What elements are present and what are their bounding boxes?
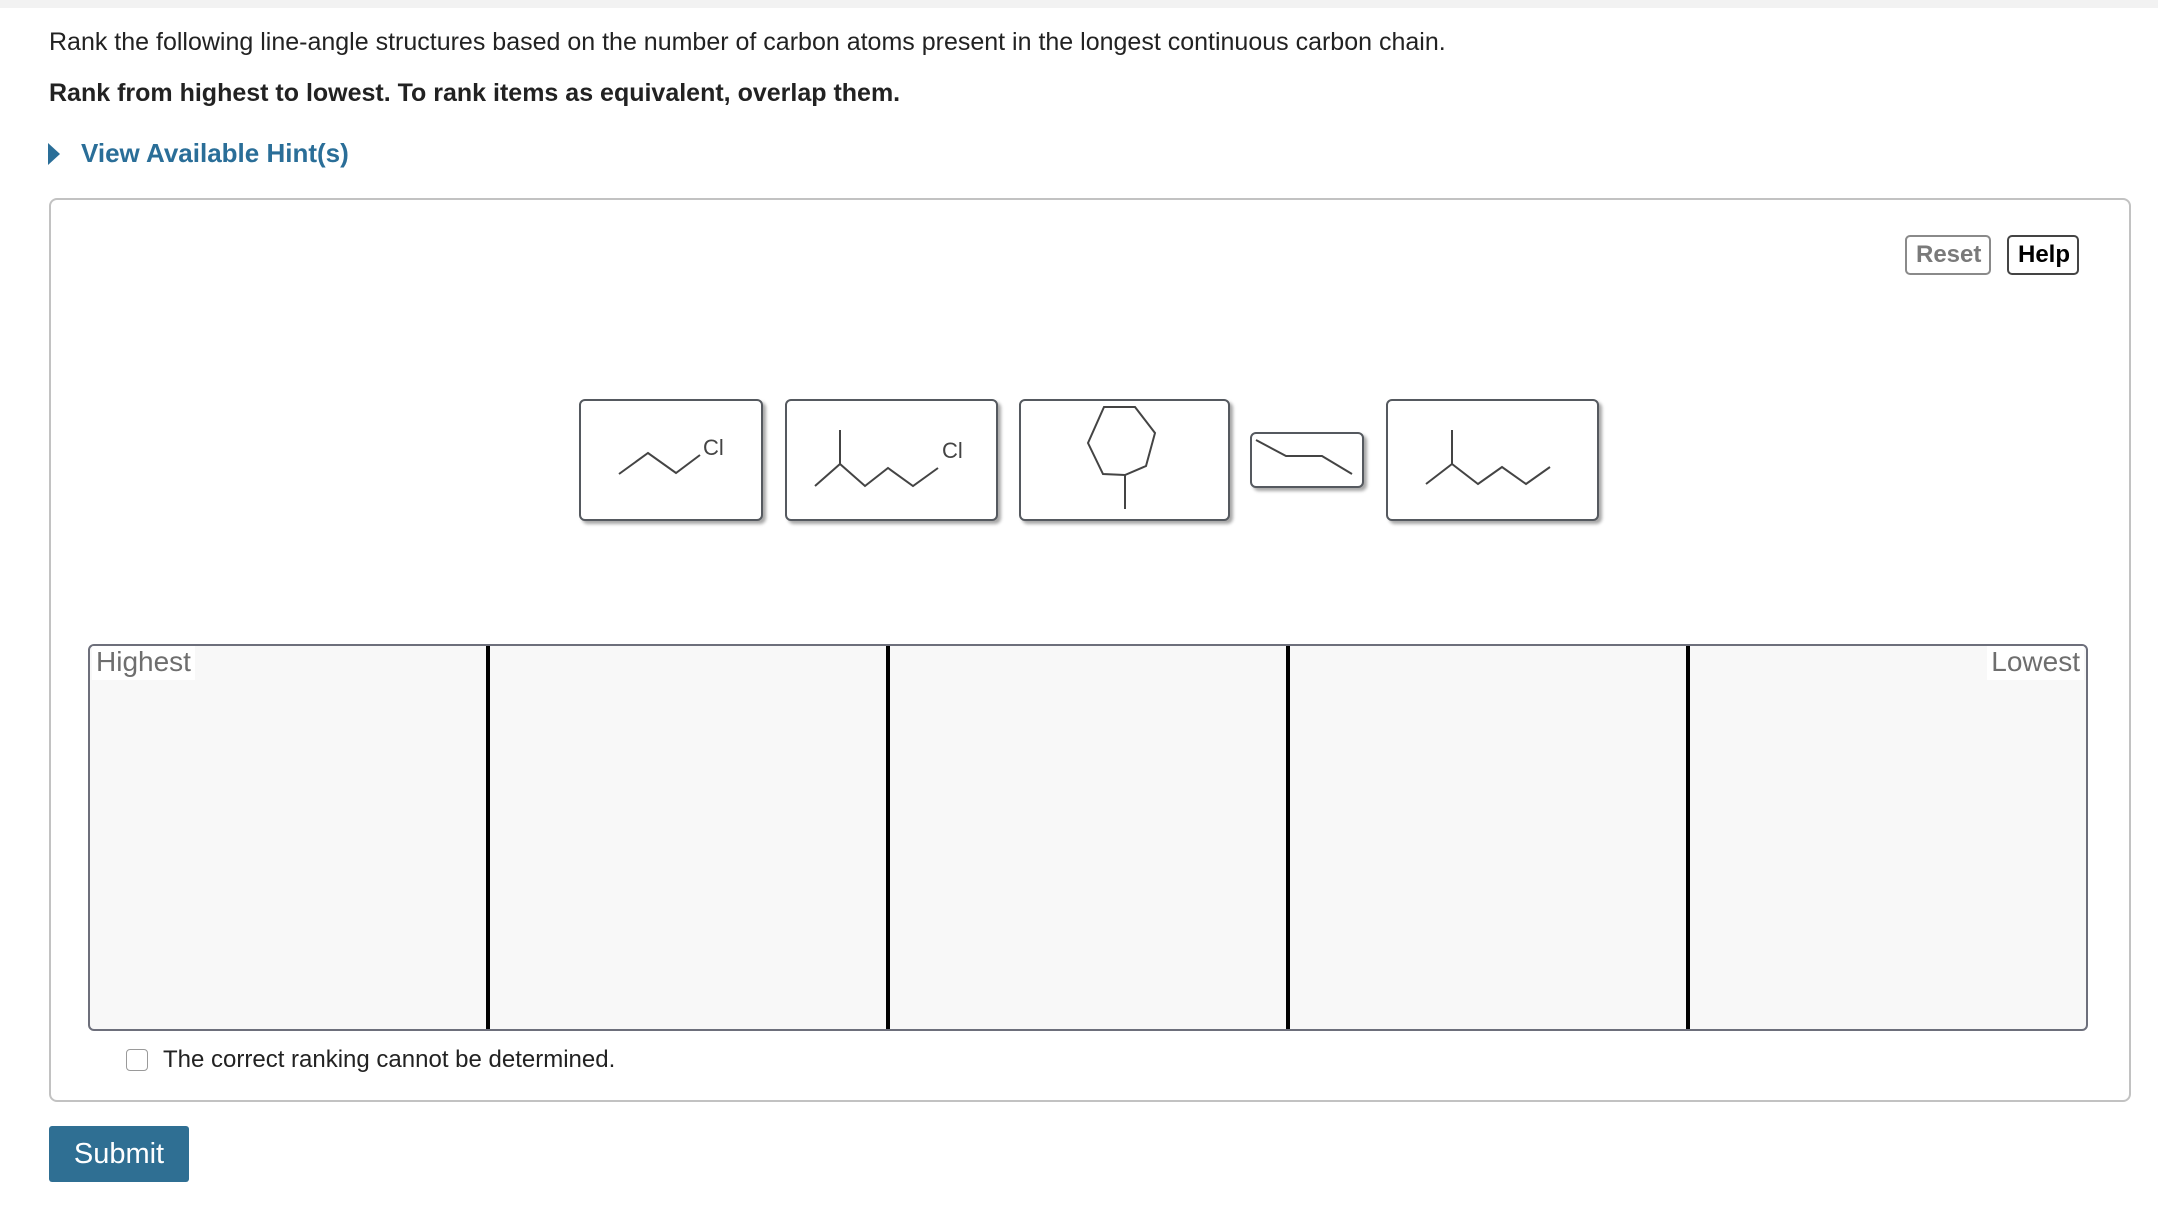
chlorobutane-structure-icon [581, 401, 761, 519]
ranking-instruction: Rank from highest to lowest. To rank items as equivalent, overlap them. [49, 79, 901, 107]
rank-slot-5[interactable] [1690, 646, 2086, 1029]
view-hints-label: View Available Hint(s) [81, 138, 349, 168]
rank-slot-1[interactable] [90, 646, 490, 1029]
item-tile-propane[interactable] [1250, 432, 1364, 488]
view-hints-toggle[interactable] [48, 138, 349, 169]
cannot-determine-checkbox[interactable] [126, 1049, 148, 1071]
lowest-label: Lowest [1987, 646, 2084, 680]
reset-button[interactable]: Reset [1905, 235, 1991, 275]
rank-slot-3[interactable] [890, 646, 1290, 1029]
cannot-determine-label: The correct ranking cannot be determined. [163, 1046, 616, 1073]
rank-slot-4[interactable] [1290, 646, 1690, 1029]
help-button[interactable]: Help [2007, 235, 2079, 275]
ranking-panel [49, 198, 2131, 1102]
item-tile-methylcycloheptane[interactable] [1019, 399, 1230, 521]
cannot-determine-option[interactable] [126, 1046, 615, 1074]
chlorine-label: Cl [703, 435, 724, 460]
propane-structure-icon [1252, 434, 1362, 486]
submit-button[interactable]: Submit [49, 1126, 189, 1182]
branched-alkane-structure-icon [1388, 401, 1597, 519]
question-prompt: Rank the following line-angle structures based on the number of carbon atoms present in the longest continuous carbon chain. [49, 28, 1446, 56]
highest-label: Highest [92, 646, 195, 680]
rank-slot-2[interactable] [490, 646, 890, 1029]
methylcycloheptane-structure-icon [1021, 401, 1228, 519]
chlorine-label: Cl [942, 438, 963, 463]
ranking-drop-area [88, 644, 2088, 1031]
caret-right-icon [48, 143, 60, 165]
top-bar [0, 0, 2158, 8]
item-tile-branched-chloroalkane[interactable] [785, 399, 998, 521]
branched-chloroalkane-structure-icon [787, 401, 996, 519]
item-tile-chlorobutane[interactable] [579, 399, 763, 521]
item-tile-branched-alkane[interactable] [1386, 399, 1599, 521]
